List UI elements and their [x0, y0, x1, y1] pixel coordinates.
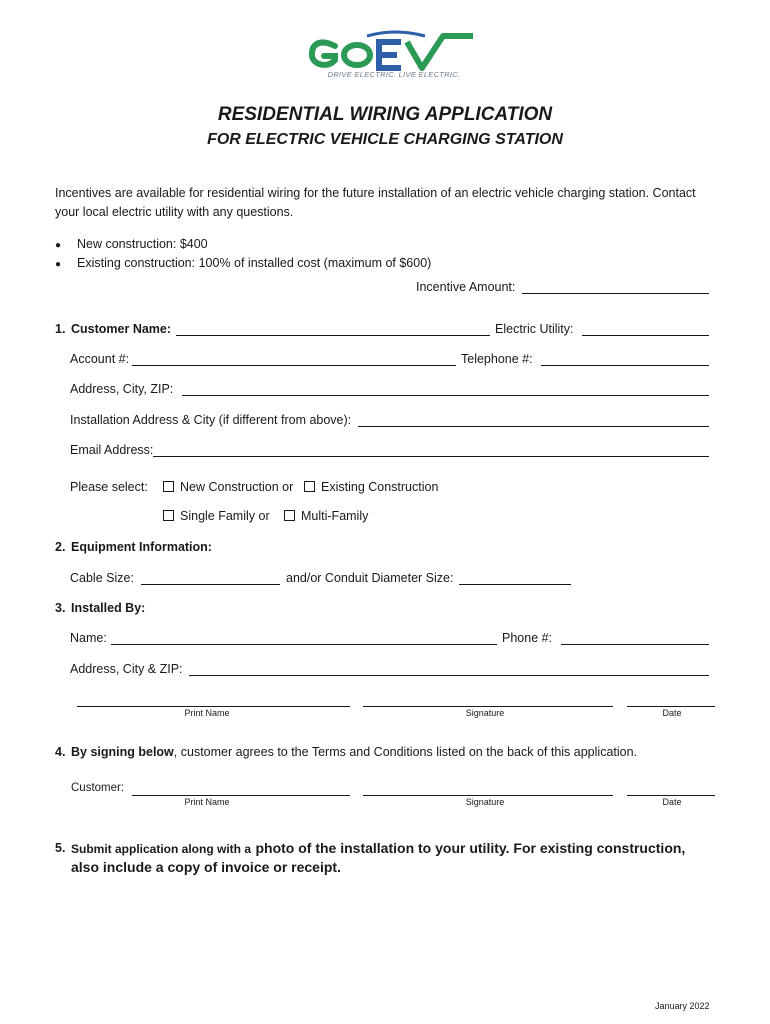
section-2-number: 2. [55, 540, 66, 554]
logo [305, 30, 485, 86]
please-select-label: Please select: [70, 480, 148, 494]
bullet-icon: ● [55, 240, 62, 251]
electric-utility-label: Electric Utility: [495, 322, 574, 336]
section-3-number: 3. [55, 601, 66, 615]
incentive-amount-label: Incentive Amount: [416, 280, 516, 294]
checkbox-label: Existing Construction [321, 480, 439, 494]
checkbox-existing-construction[interactable] [304, 480, 438, 494]
account-label: Account #: [70, 352, 130, 366]
footer-date: January 2022 [655, 1001, 710, 1011]
customer-date-field[interactable] [627, 795, 715, 796]
address-label: Address, City, ZIP: [70, 382, 174, 396]
account-field[interactable] [132, 365, 456, 366]
installation-address-label: Installation Address & City (if different from above): [70, 413, 352, 427]
checkbox-icon[interactable] [304, 481, 315, 492]
checkbox-label: Single Family or [180, 509, 270, 523]
submit-instruction-line-2: also include a copy of invoice or receipt. [71, 859, 341, 875]
bullet-text: Existing construction: 100% of installed cost (maximum of $600) [77, 256, 432, 270]
intro-line-2: your local electric utility with any questions. [55, 205, 294, 219]
customer-label: Customer: [71, 782, 125, 794]
signing-statement-rest: , customer agrees to the Terms and Conditions listed on the back of this application. [173, 745, 638, 759]
address-field[interactable] [182, 395, 709, 396]
installation-address-field[interactable] [358, 426, 709, 427]
conduit-diameter-label: and/or Conduit Diameter Size: [286, 571, 454, 585]
installer-name-field[interactable] [111, 644, 497, 645]
telephone-field[interactable] [541, 365, 709, 366]
checkbox-multi-family[interactable] [284, 509, 368, 523]
date-caption: Date [662, 797, 682, 807]
date-caption: Date [662, 708, 682, 718]
signing-statement [71, 745, 637, 759]
signing-statement-bold: By signing below [71, 745, 174, 759]
submit-instruction-line-1 [71, 840, 685, 858]
installer-signature-field[interactable] [363, 706, 613, 707]
customer-print-name-field[interactable] [132, 795, 350, 796]
submit-instruction-small: Submit application along with a [71, 842, 252, 856]
print-name-caption: Print Name [184, 797, 230, 807]
installer-print-name-field[interactable] [77, 706, 350, 707]
checkbox-single-family[interactable] [163, 509, 270, 523]
installer-address-label: Address, City & ZIP: [70, 662, 183, 676]
installer-phone-label: Phone #: [502, 631, 553, 645]
bullet-item [55, 256, 432, 270]
cable-size-field[interactable] [141, 584, 280, 585]
section-1-number: 1. [55, 322, 66, 336]
signature-caption: Signature [465, 708, 505, 718]
checkbox-label: New Construction or [180, 480, 294, 494]
checkbox-icon[interactable] [163, 481, 174, 492]
incentive-amount-field[interactable] [522, 293, 709, 294]
conduit-diameter-field[interactable] [459, 584, 571, 585]
checkbox-label: Multi-Family [301, 509, 369, 523]
customer-name-label: Customer Name: [71, 322, 172, 336]
installer-date-field[interactable] [627, 706, 715, 707]
email-label: Email Address: [70, 443, 154, 457]
checkbox-icon[interactable] [163, 510, 174, 521]
print-name-caption: Print Name [184, 708, 230, 718]
cable-size-label: Cable Size: [70, 571, 134, 585]
page-title: RESIDENTIAL WIRING APPLICATION [217, 104, 553, 125]
installer-phone-field[interactable] [561, 644, 709, 645]
checkbox-new-construction[interactable] [163, 480, 293, 494]
submit-instruction-large: photo of the installation to your utility. For existing construction, [255, 840, 686, 856]
bullet-icon: ● [55, 259, 62, 270]
electric-utility-field[interactable] [582, 335, 709, 336]
signature-caption: Signature [465, 797, 505, 807]
telephone-label: Telephone #: [461, 352, 533, 366]
installer-address-field[interactable] [189, 675, 709, 676]
page-subtitle: FOR ELECTRIC VEHICLE CHARGING STATION [207, 131, 563, 148]
installer-name-label: Name: [70, 631, 107, 645]
customer-name-field[interactable] [176, 335, 490, 336]
bullet-item [55, 237, 208, 251]
checkbox-icon[interactable] [284, 510, 295, 521]
equipment-information-heading: Equipment Information: [71, 540, 212, 554]
logo-tagline: DRIVE ELECTRIC. LIVE ELECTRIC. [327, 70, 461, 79]
intro-line-1: Incentives are available for residential wiring for the future installation of an electric vehicle charging station. Contact [55, 186, 696, 200]
email-field[interactable] [153, 456, 709, 457]
section-4-number: 4. [55, 745, 66, 759]
customer-signature-field[interactable] [363, 795, 613, 796]
installed-by-heading: Installed By: [71, 601, 146, 615]
section-5-number: 5. [55, 841, 66, 855]
bullet-text: New construction: $400 [77, 237, 208, 251]
